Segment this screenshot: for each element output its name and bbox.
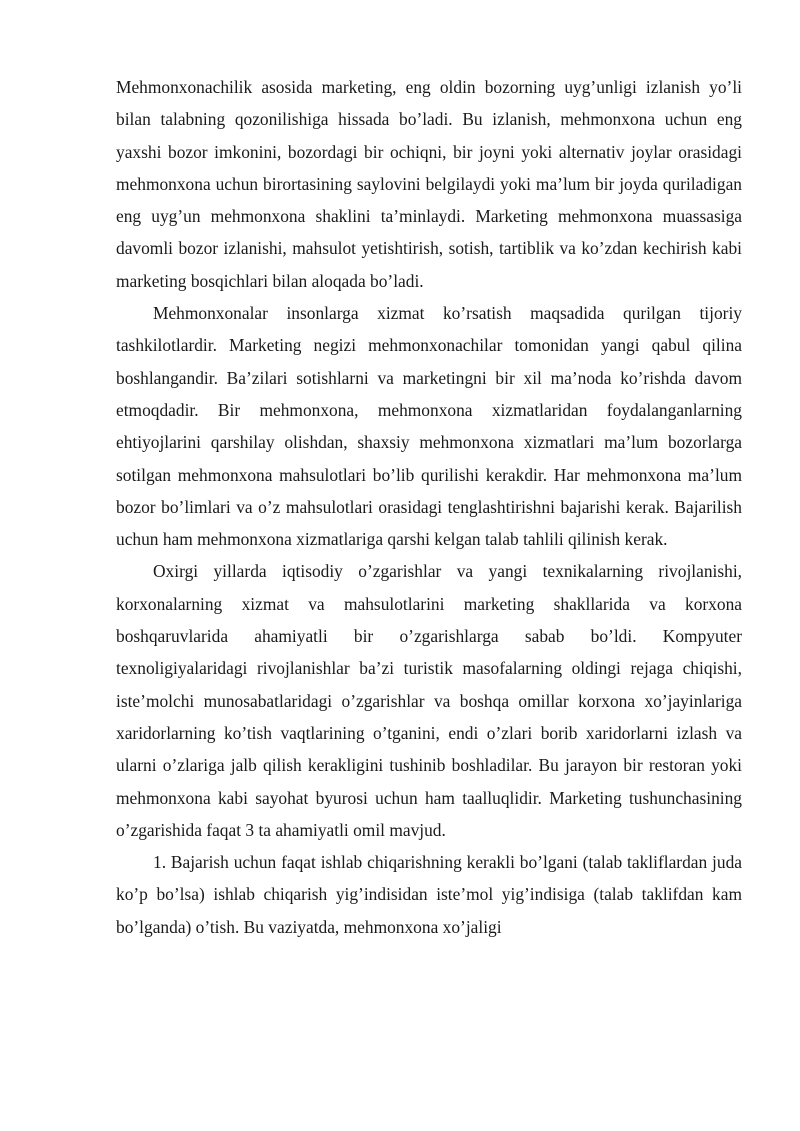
- paragraph-1: Mehmonxonachilik asosida marketing, eng oldin bozorning uyg’unligi izlanish yo’li bilan talabning qozonilishiga hissada bo’ladi. Bu izlanish, mehmonxona uchun eng yaxshi bozor imkonini, bozordagi bir ochiqni, bir joyni yoki alternativ joylar orasidagi mehmonxona uchun birortasining saylovini belgilaydi yoki ma’lum bir joyda quriladigan eng uyg’un mehmonxona shaklini ta’minlaydi. Marketing mehmonxona muassasiga davomli bozor izlanishi, mahsulot yetishtirish, sotish, tartiblik va ko’zdan kechirish kabi marketing bosqichlari bilan aloqada bo’ladi.: [116, 77, 742, 291]
- paragraph-3: Oxirgi yillarda iqtisodiy o’zgarishlar va yangi texnikalarning rivojlanishi, korxonalarning xizmat va mahsulotlarini marketing shakllarida va korxona boshqaruvlarida ahamiyatli bir o’zgarishlarga sabab bo’ldi. Kompyuter texnoligiyalaridagi rivojlanishlar ba’zi turistik masofalarning oldingi rejaga chiqishi, iste’molchi munosabatlaridagi o’zgarishlar va boshqa omillar korxona xo’jayinlariga xaridorlarning ko’tish vaqtlarining o’tganini, endi o’zlari borib xaridorlarni izlash va ularni o’zlariga jalb qilish kerakligini tushinib boshladilar. Bu jarayon bir restoran yoki mehmonxona kabi sayohat byurosi uchun ham taalluqlidir. Marketing tushunchasining o’zgarishida faqat 3 ta ahamiyatli omil mavjud.: [116, 561, 742, 840]
- paragraph-2: Mehmonxonalar insonlarga xizmat ko’rsatish maqsadida qurilgan tijoriy tashkilotlardir. Marketing negizi mehmonxonachilar tomonidan yangi qabul qilina boshlangandir. Ba’zilari sotishlarni va marketingni bir xil ma’noda ko’rishda davom etmoqdadir. Bir mehmonxona, mehmonxona xizmatlaridan foydalanganlarning ehtiyojlarini qarshilay olishdan, shaxsiy mehmonxona xizmatlari ma’lum bozorlarga sotilgan mehmonxona mahsulotlari bo’lib qurilishi kerakdir. Har mehmonxona ma’lum bozor bo’limlari va o’z mahsulotlari orasidagi tenglashtirishni bajarishi kerak. Bajarilish uchun ham mehmonxona xizmatlariga qarshi kelgan talab tahlili qilinish kerak.: [116, 303, 742, 550]
- paragraph-4: 1. Bajarish uchun faqat ishlab chiqarishning kerakli bo’lgani (talab takliflardan juda ko’p bo’lsa) ishlab chiqarish yig’indisidan iste’mol yig’indisiga (talab taklifdan kam bo’lganda) o’tish. Bu vaziyatda, mehmonxona xo’jaligi: [116, 852, 742, 937]
- document-body: [116, 71, 742, 943]
